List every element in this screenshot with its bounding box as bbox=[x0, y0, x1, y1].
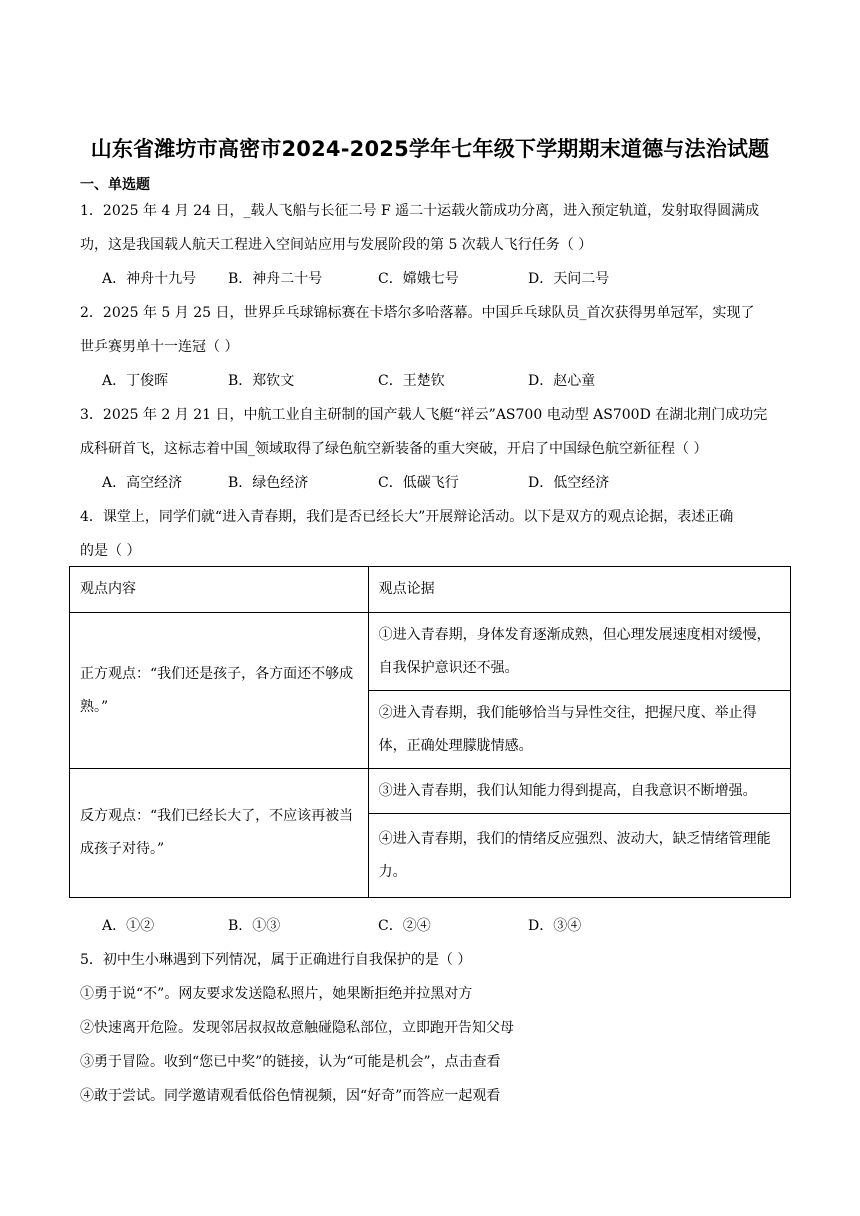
question-1-line-1: 1．2025 年 4 月 24 日，_载人飞船与长征二号 F 遥二十运载火箭成功分离，进入预定轨道，发射取得圆满成 bbox=[80, 203, 760, 219]
question-3-option-c: C．低碳飞行 bbox=[378, 475, 459, 491]
question-3-option-b: B．绿色经济 bbox=[228, 475, 309, 491]
table-header-row bbox=[70, 567, 791, 613]
question-2-option-d: D．赵心童 bbox=[528, 373, 596, 389]
question-4-option-d: D．③④ bbox=[528, 918, 582, 934]
argument-2-cell: ②进入青春期，我们能够恰当与异性交往，把握尺度、举止得体，正确处理朦胧情感。 bbox=[368, 691, 790, 769]
question-1-option-b: B．神舟二十号 bbox=[228, 271, 323, 287]
question-5-item-2: ②快速离开危险。发现邻居叔叔故意触碰隐私部位，立即跑开告知父母 bbox=[80, 1020, 514, 1036]
question-1-option-c: C．嫦娥七号 bbox=[378, 271, 459, 287]
question-2-line-1: 2．2025 年 5 月 25 日，世界乒乓球锦标赛在卡塔尔多哈落幕。中国乒乓球队员_首次获得男单冠军，实现了 bbox=[80, 305, 755, 321]
question-3-line-1: 3．2025 年 2 月 21 日，中航工业自主研制的国产载人飞艇“祥云”AS700 电动型 AS700D 在湖北荆门成功完 bbox=[80, 407, 768, 423]
question-4-option-a: A．①② bbox=[102, 918, 155, 934]
question-2-option-b: B．郑钦文 bbox=[228, 373, 295, 389]
question-1-option-d: D．天问二号 bbox=[528, 271, 610, 287]
question-1-option-a: A．神舟十九号 bbox=[102, 271, 197, 287]
question-3-line-2: 成科研首飞，这标志着中国_领域取得了绿色航空新装备的重大突破，开启了中国绿色航空新征程（ ） bbox=[80, 441, 708, 457]
question-2-option-a: A．丁俊晖 bbox=[102, 373, 169, 389]
question-4-line-2: 的是（ ） bbox=[80, 543, 141, 559]
con-view-cell: 反方观点：“我们已经长大了，不应该再被当成孩子对待。” bbox=[70, 769, 369, 898]
question-4-option-b: B．①③ bbox=[228, 918, 281, 934]
question-5-item-3: ③勇于冒险。收到“您已中奖”的链接，认为“可能是机会”，点击查看 bbox=[80, 1054, 501, 1070]
argument-3-cell: ③进入青春期，我们认知能力得到提高，自我意识不断增强。 bbox=[368, 769, 790, 814]
table-header-view: 观点内容 bbox=[70, 567, 369, 613]
question-2-line-2: 世乒赛男单十一连冠（ ） bbox=[80, 339, 239, 355]
argument-4-cell: ④进入青春期，我们的情绪反应强烈、波动大，缺乏情绪管理能力。 bbox=[368, 814, 790, 898]
table-header-argument: 观点论据 bbox=[368, 567, 790, 613]
question-4-line-1: 4．课堂上，同学们就“进入青春期，我们是否已经长大”开展辩论活动。以下是双方的观点论据，表述正确 bbox=[80, 509, 734, 525]
question-5-item-4: ④敢于尝试。同学邀请观看低俗色情视频，因“好奇”而答应一起观看 bbox=[80, 1088, 501, 1104]
argument-table bbox=[69, 566, 791, 898]
pro-view-cell: 正方观点：“我们还是孩子，各方面还不够成熟。” bbox=[70, 613, 369, 769]
question-3-option-d: D．低空经济 bbox=[528, 475, 610, 491]
question-4-option-c: C．②④ bbox=[378, 918, 431, 934]
question-5-item-1: ①勇于说“不”。网友要求发送隐私照片，她果断拒绝并拉黑对方 bbox=[80, 986, 473, 1002]
question-1-line-2: 功，这是我国载人航天工程进入空间站应用与发展阶段的第 5 次载人飞行任务（ ） bbox=[80, 237, 593, 253]
question-5-line-1: 5．初中生小琳遇到下列情况，属于正确进行自我保护的是（ ） bbox=[80, 952, 472, 968]
argument-1-cell: ①进入青春期，身体发育逐渐成熟，但心理发展速度相对缓慢，自我保护意识还不强。 bbox=[368, 613, 790, 691]
page-title: 山东省潍坊市高密市2024-2025学年七年级下学期期末道德与法治试题 bbox=[90, 137, 770, 161]
table-row bbox=[70, 769, 791, 814]
table-row bbox=[70, 613, 791, 691]
section-heading: 一、单选题 bbox=[80, 177, 150, 193]
question-3-option-a: A．高空经济 bbox=[102, 475, 183, 491]
question-2-option-c: C．王楚钦 bbox=[378, 373, 445, 389]
